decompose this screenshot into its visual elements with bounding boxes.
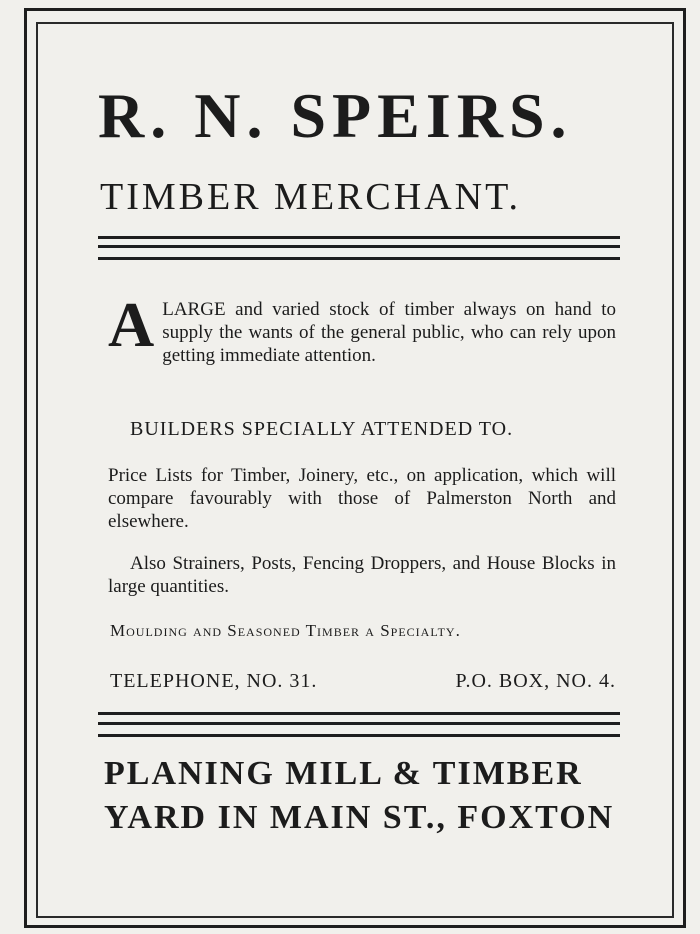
specialty-line: Moulding and Seasoned Timber a Specialty. bbox=[110, 621, 461, 640]
top-rule-line bbox=[98, 257, 620, 260]
advert-subtitle: TIMBER MERCHANT. bbox=[100, 176, 521, 218]
footer-block bbox=[104, 752, 624, 840]
footer-line-2: YARD IN MAIN ST., FOXTON bbox=[104, 799, 615, 836]
price-lists-paragraph: Price Lists for Timber, Joinery, etc., on application, which will compare favourably with those of Palmerston North and elsewhere. bbox=[108, 465, 616, 532]
intro-text: LARGE and varied stock of timber always on hand to supply the wants of the general public, who can rely upon getting immediate attention. bbox=[162, 299, 616, 366]
also-paragraph: Also Strainers, Posts, Fencing Droppers, and House Blocks in large quantities. bbox=[108, 553, 616, 597]
advert-title: R. N. SPEIRS. bbox=[98, 80, 573, 151]
bottom-rule-line bbox=[98, 734, 620, 737]
po-box-text: P.O. BOX, NO. 4. bbox=[455, 670, 616, 692]
builders-line: BUILDERS SPECIALLY ATTENDED TO. bbox=[130, 418, 514, 440]
top-rule-line bbox=[98, 245, 620, 248]
contact-line bbox=[110, 670, 616, 693]
intro-dropcap: A bbox=[108, 289, 155, 360]
top-rule-line bbox=[98, 236, 620, 239]
bottom-rule-line bbox=[98, 712, 620, 715]
telephone-text: TELEPHONE, NO. 31. bbox=[110, 670, 318, 692]
bottom-rule-line bbox=[98, 722, 620, 725]
intro-paragraph bbox=[108, 289, 616, 367]
footer-line-1: PLANING MILL & TIMBER bbox=[104, 755, 583, 792]
